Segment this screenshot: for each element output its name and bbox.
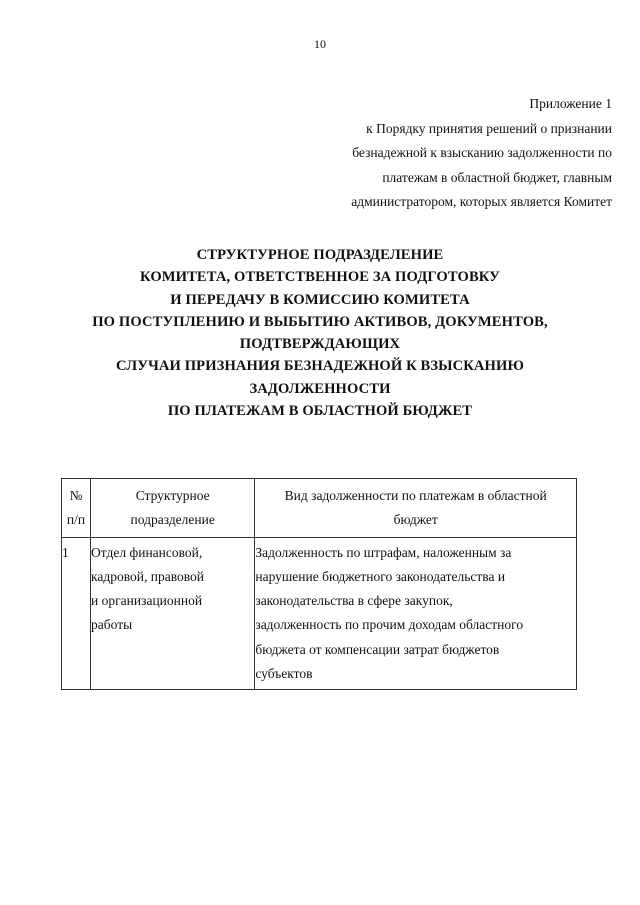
header-text: Вид задолженности по платежам в областной [284, 488, 547, 503]
appendix-line: платежам в областной бюджет, главным [382, 169, 612, 185]
cell-text: задолженность по прочим доходам областного [255, 617, 524, 633]
header-debt-type [255, 479, 577, 538]
title-line: КОМИТЕТА, ОТВЕТСТВЕННОЕ ЗА ПОДГОТОВКУ [140, 269, 500, 286]
header-text: подразделение [130, 512, 215, 528]
appendix-note [282, 92, 612, 215]
title-line: И ПЕРЕДАЧУ В КОМИССИЮ КОМИТЕТА [170, 291, 470, 308]
title-line: СТРУКТУРНОЕ ПОДРАЗДЕЛЕНИЕ [196, 247, 444, 263]
title-line: ПО ПОСТУПЛЕНИЮ И ВЫБЫТИЮ АКТИВОВ, ДОКУМЕНТОВ, [92, 313, 548, 330]
title-line: ПОДТВЕРЖДАЮЩИХ [239, 336, 401, 353]
cell-text: и организационной [91, 593, 203, 609]
appendix-line: к Порядку принятия решений о признании [366, 120, 612, 136]
header-text: п/п [66, 512, 86, 528]
header-text: № [69, 488, 83, 503]
cell-number: 1 [62, 537, 91, 690]
cell-text: кадровой, правовой [91, 568, 205, 584]
cell-text: субъектов [255, 666, 313, 682]
cell-text: Задолженность по штрафам, наложенным за [255, 544, 512, 560]
cell-unit [91, 537, 255, 690]
appendix-line: администратором, которых является Комитет [351, 194, 612, 210]
cell-text: законодательства в сфере закупок, [255, 593, 453, 609]
appendix-line: Приложение 1 [529, 96, 612, 111]
debt-table [61, 478, 577, 690]
header-text: бюджет [393, 512, 438, 528]
header-text: Структурное [135, 488, 210, 503]
cell-text: Отдел финансовой, [91, 544, 203, 560]
header-number [62, 479, 91, 538]
title-line: СЛУЧАИ ПРИЗНАНИЯ БЕЗНАДЕЖНОЙ К ВЗЫСКАНИЮ [116, 358, 524, 375]
cell-text: бюджета от компенсации затрат бюджетов [255, 641, 500, 657]
table-header-row [62, 479, 577, 538]
page-number: 10 [314, 37, 326, 51]
table-row [62, 537, 577, 690]
appendix-line: безнадежной к взысканию задолженности по [352, 145, 612, 161]
document-title [0, 244, 640, 422]
title-line: ЗАДОЛЖЕННОСТИ [249, 380, 391, 397]
title-line: ПО ПЛАТЕЖАМ В ОБЛАСТНОЙ БЮДЖЕТ [167, 403, 473, 420]
header-unit [91, 479, 255, 538]
cell-debt-type [255, 537, 577, 690]
cell-text: работы [91, 617, 133, 633]
cell-text: нарушение бюджетного законодательства и [255, 568, 506, 584]
